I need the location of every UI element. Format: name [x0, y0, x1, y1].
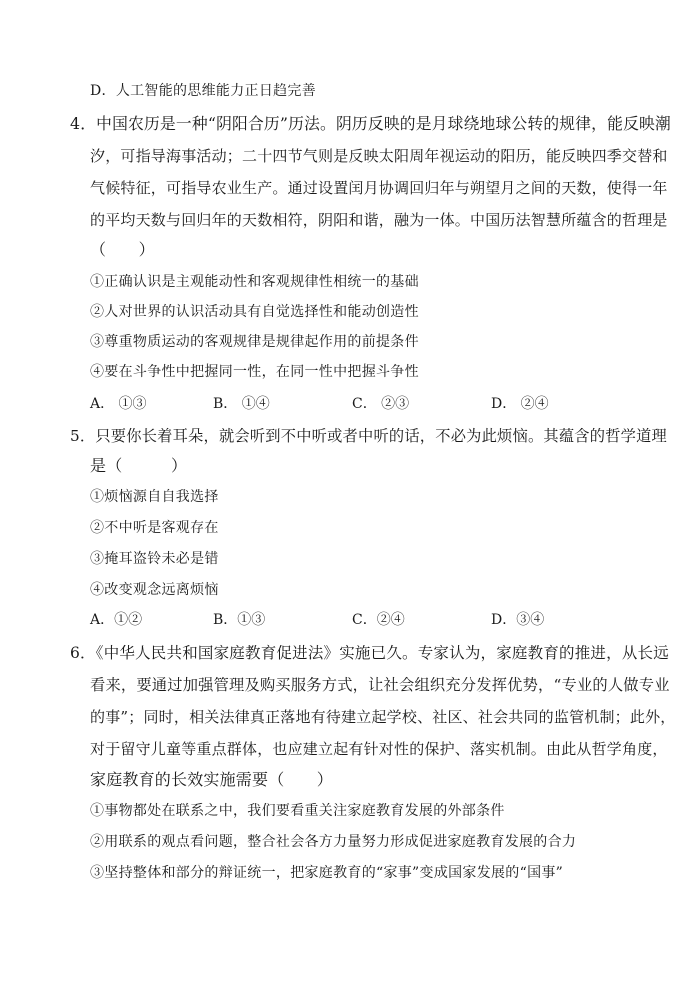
q5-stem-line-2: 是（ ） — [90, 456, 188, 475]
q4-statement-4: ④要在斗争性中把握同一性，在同一性中把握斗争性 — [90, 364, 419, 380]
q5-stem-line-1: 5．只要你长着耳朵，就会听到不中听或者中听的话，不必为此烦恼。其蕴含的哲学道理 — [70, 427, 668, 445]
q4-stem-line-5: （ ） — [90, 240, 155, 259]
q4-statement-2: ②人对世界的认识活动具有自觉选择性和能动创造性 — [90, 304, 419, 320]
q5-choice-b: B．①③ — [213, 612, 266, 628]
q4-stem-line-1: 4．中国农历是一种“阴阳合历”历法。阴历反映的是月球绕地球公转的规律，能反映潮 — [70, 114, 671, 133]
q4-stem-line-3: 气候特征，可指导农业生产。通过设置闰月协调回归年与朔望月之间的天数，使得一年 — [90, 179, 668, 197]
q6-stem-line-3: 的事”；同时，相关法律真正落地有待建立起学校、社区、社会共同的监管机制；此外， — [90, 708, 676, 726]
q5-choice-d: D．③④ — [491, 612, 545, 628]
q6-stem-line-2: 看来，要通过加强管理及购买服务方式，让社会组织充分发挥优势，“专业的人做专业 — [90, 676, 670, 694]
q6-stem-line-1: 6．《中华人民共和国家庭教育促进法》实施已久。专家认为，家庭教育的推进，从长远 — [70, 644, 669, 662]
q5-statement-1: ①烦恼源自自我选择 — [90, 489, 219, 505]
q4-statement-1: ①正确认识是主观能动性和客观规律性相统一的基础 — [90, 274, 419, 290]
q4-stem-line-4: 的平均天数与回归年的天数相符，阴阳和谐，融为一体。中国历法智慧所蕴含的哲理是 — [90, 211, 668, 229]
q6-statement-3: ③坚持整体和部分的辩证统一，把家庭教育的“家事”变成国家发展的“国事” — [90, 865, 564, 881]
q3-option-d: D．人工智能的思维能力正日趋完善 — [90, 83, 317, 99]
q4-statement-3: ③尊重物质运动的客观规律是规律起作用的前提条件 — [90, 334, 419, 350]
q4-choice-b: B． ①④ — [213, 396, 270, 412]
q5-choice-a: A．①② — [90, 612, 143, 628]
q5-statement-3: ③掩耳盗铃未必是错 — [90, 551, 219, 567]
q6-stem-line-5: 家庭教育的长效实施需要（ ） — [90, 770, 334, 789]
q6-statement-2: ②用联系的观点看问题，整合社会各方力量努力形成促进家庭教育发展的合力 — [90, 834, 577, 850]
q4-stem-line-2: 汐，可指导海事活动；二十四节气则是反映太阳周年视运动的阳历，能反映四季交替和 — [90, 147, 668, 165]
q4-choice-a: A． ①③ — [90, 396, 147, 412]
q6-stem-line-4: 对于留守儿童等重点群体，也应建立起有针对性的保护、落实机制。由此从哲学角度， — [90, 740, 668, 758]
q4-choice-d: D． ②④ — [491, 396, 549, 412]
q5-statement-2: ②不中听是客观存在 — [90, 520, 219, 536]
q5-statement-4: ④改变观念远离烦恼 — [90, 582, 219, 598]
q5-choice-c: C．②④ — [352, 612, 405, 628]
q4-choice-c: C． ②③ — [352, 396, 410, 412]
q6-statement-1: ①事物都处在联系之中，我们要看重关注家庭教育发展的外部条件 — [90, 803, 505, 819]
